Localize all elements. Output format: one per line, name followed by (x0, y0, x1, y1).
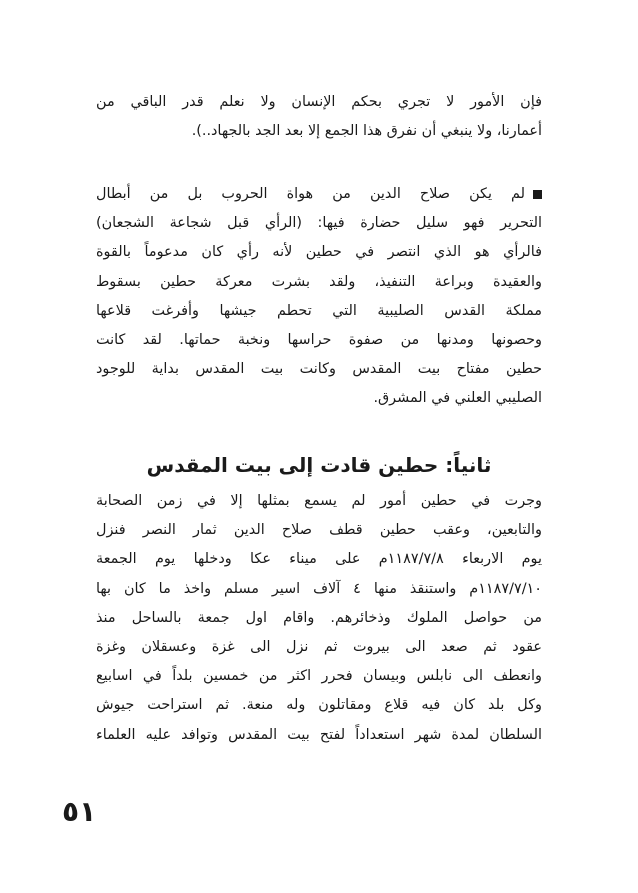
square-bullet-icon (533, 190, 542, 199)
text-line: السلطان لمدة شهر استعداداً لفتح بيت المقدس وتوافد عليه العلماء (96, 726, 542, 743)
page-number: ٥١ (62, 795, 97, 828)
text-line: فإن الأمور لا تجري بحكم الإنسان ولا نعلم قدر الباقي من (96, 94, 542, 110)
text-line: والعقيدة وبراعة التنفيذ، ولقد بشرت معركة حطين بسقوط (96, 273, 542, 290)
text-line: أعمارنا، ولا ينبغي أن نفرق هذا الجمع إلا بعد الجد بالجهاد..). (191, 123, 542, 140)
section-heading: ثانياً: حطين قادت إلى بيت المقدس (146, 453, 492, 477)
paragraph-2 (96, 180, 542, 414)
text-line: ١١٨٧/٧/١٠م واستنقذ منها ٤ آلاف اسير مسلم واخذ ما كان بها (96, 580, 543, 597)
text-line: يوم الاربعاء ١١٨٧/٧/٨م على ميناء عكا ودخلها يوم الجمعة (96, 551, 542, 568)
text-line-with-bullet (96, 180, 542, 209)
text-line: حطين مفتاح بيت المقدس وكانت بيت المقدس بداية للوجود (96, 361, 542, 378)
text-line: وجرت في حطين أمور لم يسمع بمثلها إلا في زمن الصحابة (96, 493, 542, 509)
text-line: وكل بلد كان فيه قلاع ومقاتلون وله منعة. ثم استراحت جيوش (96, 697, 542, 714)
text-line-content: لم يكن صلاح الدين من هواة الحروب بل من أبطال (96, 186, 525, 202)
text-line: عقود ثم صعد الى بيروت ثم نزل الى غزة وعسقلان وغزة (96, 638, 542, 655)
paragraph-1 (96, 88, 542, 146)
text-line: الصليبي العلني في المشرق. (373, 390, 542, 407)
text-line: التحرير فهو سليل حضارة فيها: (الرأي قبل شجاعة الشجعان) (96, 215, 542, 232)
text-line: فالرأي هو الذي انتصر في حطين لأنه رأي كان مدعوماً بالقوة (96, 244, 542, 261)
text-line: من حواصل الملوك وذخائرهم. واقام اول جمعة بالساحل منذ (96, 609, 542, 626)
text-line: وانعطف الى نابلس وبيسان فحرر اكثر من خمسين بلداً في اسابيع (96, 668, 542, 685)
paragraph-3 (96, 487, 542, 750)
text-line: وحصونها ومدنها من صفوة حراسها ونخبة حماتها. لقد كانت (96, 331, 542, 348)
text-line: والتابعين، وعقب حطين قطف صلاح الدين ثمار النصر فنزل (96, 522, 542, 539)
text-line: مملكة القدس الصليبية التي تحطم جيشها وأفرغت قلاعها (96, 302, 542, 319)
